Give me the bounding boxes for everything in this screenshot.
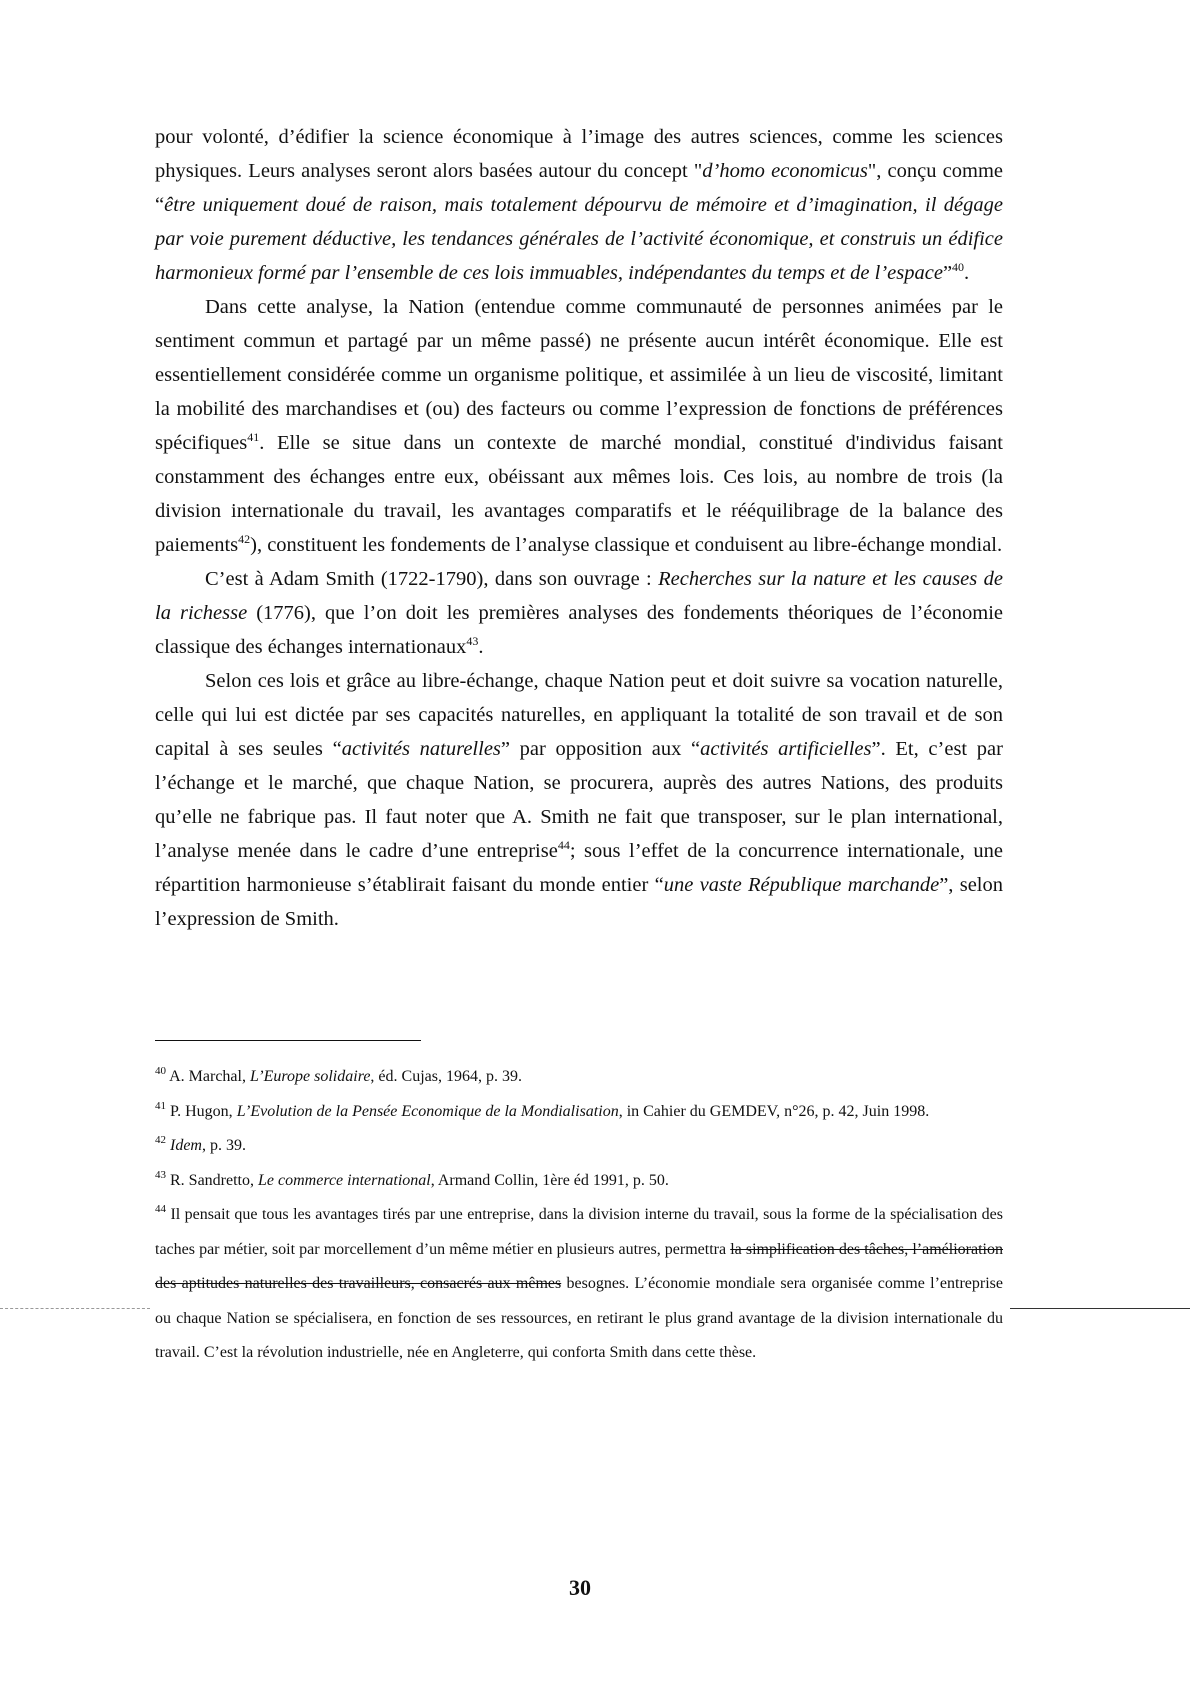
text-run: .	[964, 262, 970, 284]
italic-text: Recherches sur la nature et les causes de la richesse	[155, 568, 1003, 624]
text-run: Dans cette analyse, la Nation (entendue comme communauté de personnes animées par le sentiment commun et partagé par un même passé) ne présente aucun intérêt économique. Elle est essentiellement considérée comme un organisme politique, et assimilée à un lieu de viscosité, limitant la mobilité des marchandises et (ou) des facteurs ou comme l’expression de fonctions de préférences spécifiques	[155, 296, 1003, 454]
footnote-ref: 43	[466, 634, 479, 648]
footnote-ref: 42	[155, 1134, 166, 1146]
paragraph	[155, 290, 1003, 562]
text-run: , Armand Collin, 1ère éd 1991, p. 50.	[430, 1171, 669, 1189]
text-run: , in Cahier du GEMDEV, n°26, p. 42, Juin 1998.	[618, 1102, 930, 1120]
text-run: pour volonté, d’édifier la science économique à l’image des autres sciences, comme les sciences physiques. Leurs analyses seront alors basées autour du concept "	[155, 126, 1003, 182]
text-run: ” par opposition aux “	[500, 738, 701, 760]
footnotes	[155, 1060, 1003, 1371]
footnote	[155, 1095, 1003, 1130]
text-run: ”, selon l’expression de Smith.	[155, 874, 1003, 930]
text-run: , éd. Cujas, 1964, p. 39.	[370, 1068, 522, 1085]
paragraph	[155, 664, 1003, 936]
text-run: P. Hugon,	[166, 1102, 237, 1120]
text-run: Il pensait que tous les avantages tirés par une entreprise, dans la division interne du travail, sous la forme de la spécialisation des taches par métier, soit par morcellement d’un même métier en plusieurs autres, permettra	[155, 1206, 1003, 1258]
footnote-ref: 40	[952, 260, 965, 274]
footnote	[155, 1060, 1003, 1095]
footnote-ref: 44	[557, 838, 570, 852]
italic-text: Idem	[170, 1137, 202, 1154]
italic-text: L’Europe solidaire	[249, 1068, 371, 1085]
scan-artifact-line-right	[1010, 1308, 1190, 1309]
footnote-ref: 41	[247, 430, 260, 444]
text-run: .	[478, 636, 484, 658]
text-run: ”	[942, 262, 953, 284]
paragraph	[155, 562, 1003, 664]
italic-text: Le commerce international	[258, 1171, 431, 1189]
italic-text: L’Evolution de la Pensée Economique de la Mondialisation	[236, 1102, 619, 1120]
footnote-separator	[155, 1040, 421, 1041]
italic-text: être uniquement doué de raison, mais totalement dépourvu de mémoire et d’imagination, il dégage par voie purement déductive, les tendances générales de l’activité économique, et construis un édifice harmonieux formé par l’ensemble de ces lois immuables, indépendantes du temps et de l’espace	[155, 194, 1003, 284]
text-run: (1776), que l’on doit les premières analyses des fondements théoriques de l’économie classique des échanges internationaux	[155, 602, 1003, 658]
text-run: ", conçu comme “	[155, 160, 1004, 216]
scan-artifact-line-left	[0, 1308, 150, 1309]
footnote-ref: 43	[155, 1168, 166, 1181]
text-run: ; sous l’effet de la concurrence internationale, une répartition harmonieuse s’établirait faisant du monde entier “	[155, 840, 1003, 896]
paragraph	[155, 120, 1003, 290]
text-run: R. Sandretto,	[166, 1171, 258, 1189]
text-run: A. Marchal,	[166, 1068, 250, 1085]
text-run: Selon ces lois et grâce au libre-échange, chaque Nation peut et doit suivre sa vocation naturelle, celle qui lui est dictée par ses capacités naturelles, en appliquant la totalité de son travail et de son capital à ses seules “	[155, 670, 1003, 760]
italic-text: d’homo economicus	[702, 160, 868, 182]
text-run: , p. 39.	[201, 1137, 246, 1154]
footnote-ref: 41	[155, 1099, 166, 1112]
italic-text: une vaste République marchande	[663, 874, 940, 896]
footnote	[155, 1198, 1003, 1371]
italic-text: activités artificielles	[700, 738, 872, 760]
text-run: ”. Et, c’est par l’échange et le marché, que chaque Nation, se procurera, auprès des autres Nations, des produits qu’elle ne fabrique pas. Il faut noter que A. Smith ne fait que transposer, sur le plan international, l’analyse menée dans le cadre d’une entreprise	[155, 738, 1003, 862]
text-run: la simplification des tâches, l’amélioration des aptitudes naturelles des travailleurs, consacrés aux mêmes	[155, 1240, 1003, 1292]
footnote	[155, 1164, 1003, 1199]
footnote-ref: 44	[155, 1203, 166, 1215]
text-run: besognes. L’économie mondiale sera organisée comme l’entreprise ou chaque Nation se spécialisera, en fonction de ses ressources, en retirant le plus grand avantage de la division internationale du travail. C’est la révolution industrielle, née en Angleterre, qui conforta Smith dans cette thèse.	[155, 1275, 1003, 1361]
footnote-ref: 40	[155, 1065, 166, 1077]
body-text	[155, 120, 1003, 936]
page-number: 30	[569, 1575, 591, 1600]
text-run: . Elle se situe dans un contexte de marché mondial, constitué d'individus faisant constamment des échanges entre eux, obéissant aux mêmes lois. Ces lois, au nombre de trois (la division internationale du travail, les avantages comparatifs et le rééquilibrage de la balance des paiements	[155, 432, 1003, 556]
footnote	[155, 1129, 1003, 1164]
italic-text: activités naturelles	[341, 738, 501, 760]
text-run: ), constituent les fondements de l’analyse classique et conduisent au libre-échange mondial.	[250, 534, 1003, 556]
text-run: C’est à Adam Smith (1722-1790), dans son ouvrage :	[205, 568, 659, 590]
footnote-ref: 42	[238, 532, 251, 546]
